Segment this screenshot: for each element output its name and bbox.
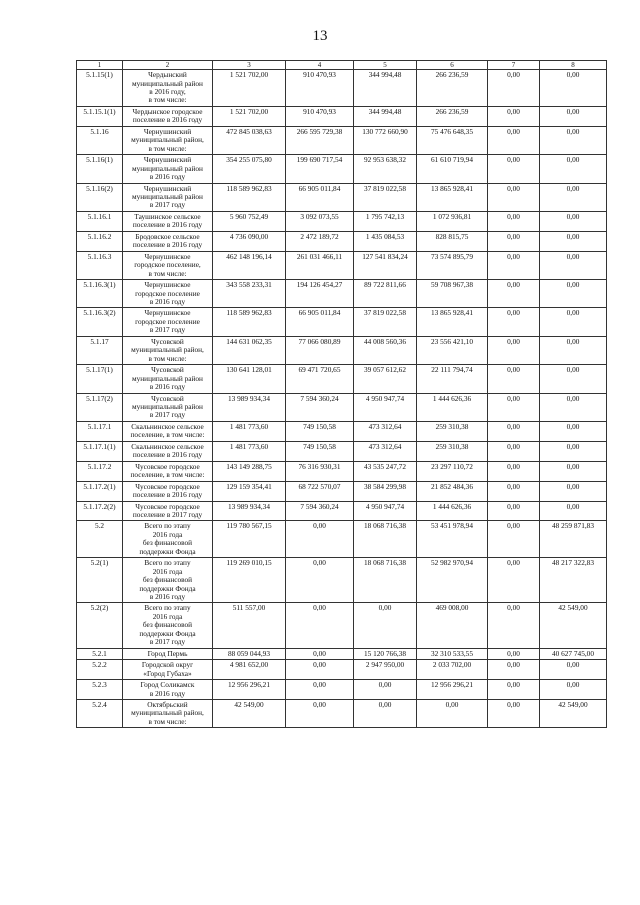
cell-col5: 0,00 xyxy=(354,603,417,648)
cell-col5: 43 535 247,72 xyxy=(354,461,417,481)
cell-col4: 749 150,58 xyxy=(286,441,354,461)
table-row xyxy=(77,501,607,521)
cell-col8: 48 217 322,83 xyxy=(540,558,607,603)
table-row xyxy=(77,308,607,336)
cell-col4: 749 150,58 xyxy=(286,421,354,441)
table-row xyxy=(77,393,607,421)
cell-col3: 5 960 752,49 xyxy=(213,211,286,231)
cell-col8: 0,00 xyxy=(540,393,607,421)
cell-col7: 0,00 xyxy=(488,70,540,107)
row-code: 5.1.17.2(1) xyxy=(77,481,123,501)
row-code: 5.1.17(1) xyxy=(77,365,123,393)
cell-col3: 129 159 354,41 xyxy=(213,481,286,501)
row-name: Бродовское сельское поселение в 2016 году xyxy=(123,231,213,251)
row-code: 5.1.15.1(1) xyxy=(77,106,123,126)
cell-col4: 910 470,93 xyxy=(286,70,354,107)
row-name: Чернушинский муниципальный район в 2016 году xyxy=(123,155,213,183)
cell-col4: 261 031 466,11 xyxy=(286,251,354,279)
cell-col5: 15 120 766,38 xyxy=(354,648,417,659)
cell-col7: 0,00 xyxy=(488,481,540,501)
cell-col6: 469 008,00 xyxy=(417,603,488,648)
table-row xyxy=(77,183,607,211)
cell-col7: 0,00 xyxy=(488,365,540,393)
cell-col7: 0,00 xyxy=(488,183,540,211)
cell-col7: 0,00 xyxy=(488,231,540,251)
row-name: Всего по этапу 2016 года без финансовой поддержки Фонда xyxy=(123,521,213,558)
table-row xyxy=(77,421,607,441)
row-name: Октябрьский муниципальный район, в том числе: xyxy=(123,700,213,728)
cell-col3: 1 521 702,00 xyxy=(213,106,286,126)
cell-col6: 53 451 978,94 xyxy=(417,521,488,558)
cell-col7: 0,00 xyxy=(488,441,540,461)
row-name: Городской округ «Город Губаха» xyxy=(123,660,213,680)
cell-col4: 194 126 454,27 xyxy=(286,280,354,308)
cell-col7: 0,00 xyxy=(488,251,540,279)
row-name: Город Пермь xyxy=(123,648,213,659)
row-name: Чернушинское городское поселение в 2017 году xyxy=(123,308,213,336)
row-name: Таушинское сельское поселение в 2016 году xyxy=(123,211,213,231)
cell-col7: 0,00 xyxy=(488,521,540,558)
cell-col3: 13 989 934,34 xyxy=(213,501,286,521)
row-name: Чусовской муниципальный район, в том числе: xyxy=(123,336,213,364)
column-header: 6 xyxy=(417,61,488,70)
cell-col5: 130 772 660,90 xyxy=(354,126,417,154)
cell-col4: 0,00 xyxy=(286,521,354,558)
row-code: 5.1.16(2) xyxy=(77,183,123,211)
table-row xyxy=(77,558,607,603)
row-name: Всего по этапу 2016 года без финансовой поддержки Фонда в 2016 году xyxy=(123,558,213,603)
cell-col8: 0,00 xyxy=(540,421,607,441)
cell-col3: 119 269 010,15 xyxy=(213,558,286,603)
cell-col5: 344 994,48 xyxy=(354,70,417,107)
row-code: 5.1.17(2) xyxy=(77,393,123,421)
cell-col4: 0,00 xyxy=(286,680,354,700)
table-row xyxy=(77,481,607,501)
cell-col5: 1 435 084,53 xyxy=(354,231,417,251)
funding-table xyxy=(76,60,607,728)
cell-col3: 119 780 567,15 xyxy=(213,521,286,558)
cell-col6: 59 708 967,38 xyxy=(417,280,488,308)
row-code: 5.1.16.3(2) xyxy=(77,308,123,336)
row-code: 5.1.17.2 xyxy=(77,461,123,481)
table-row xyxy=(77,211,607,231)
cell-col7: 0,00 xyxy=(488,648,540,659)
cell-col4: 0,00 xyxy=(286,648,354,659)
cell-col7: 0,00 xyxy=(488,155,540,183)
row-name: Чердынский муниципальный район в 2016 году, в том числе: xyxy=(123,70,213,107)
cell-col7: 0,00 xyxy=(488,558,540,603)
column-header: 2 xyxy=(123,61,213,70)
cell-col5: 473 312,64 xyxy=(354,421,417,441)
cell-col5: 4 950 947,74 xyxy=(354,393,417,421)
row-name: Скальнинское сельское поселение, в том числе: xyxy=(123,421,213,441)
row-name: Чернушинский муниципальный район в 2017 году xyxy=(123,183,213,211)
cell-col8: 42 549,00 xyxy=(540,603,607,648)
column-header: 8 xyxy=(540,61,607,70)
row-name: Чердынское городское поселение в 2016 году xyxy=(123,106,213,126)
column-header: 1 xyxy=(77,61,123,70)
cell-col8: 0,00 xyxy=(540,280,607,308)
table-row xyxy=(77,251,607,279)
cell-col4: 910 470,93 xyxy=(286,106,354,126)
cell-col7: 0,00 xyxy=(488,336,540,364)
cell-col5: 0,00 xyxy=(354,700,417,728)
cell-col3: 354 255 075,80 xyxy=(213,155,286,183)
cell-col6: 32 310 533,55 xyxy=(417,648,488,659)
row-name: Чусовское городское поселение в 2016 году xyxy=(123,481,213,501)
cell-col8: 0,00 xyxy=(540,660,607,680)
cell-col6: 1 444 626,36 xyxy=(417,393,488,421)
row-code: 5.2.1 xyxy=(77,648,123,659)
cell-col3: 88 059 044,93 xyxy=(213,648,286,659)
cell-col6: 2 033 702,00 xyxy=(417,660,488,680)
cell-col6: 1 444 626,36 xyxy=(417,501,488,521)
cell-col5: 37 819 022,58 xyxy=(354,308,417,336)
cell-col5: 18 068 716,38 xyxy=(354,558,417,603)
row-code: 5.1.17 xyxy=(77,336,123,364)
row-name: Чусовской муниципальный район в 2017 году xyxy=(123,393,213,421)
row-code: 5.1.16 xyxy=(77,126,123,154)
cell-col3: 511 557,00 xyxy=(213,603,286,648)
cell-col5: 89 722 811,66 xyxy=(354,280,417,308)
cell-col3: 12 956 296,21 xyxy=(213,680,286,700)
cell-col7: 0,00 xyxy=(488,680,540,700)
cell-col7: 0,00 xyxy=(488,211,540,231)
row-code: 5.1.17.1(1) xyxy=(77,441,123,461)
row-code: 5.2(1) xyxy=(77,558,123,603)
table-row xyxy=(77,461,607,481)
cell-col5: 2 947 950,00 xyxy=(354,660,417,680)
row-code: 5.2 xyxy=(77,521,123,558)
table-row xyxy=(77,280,607,308)
cell-col6: 52 982 970,94 xyxy=(417,558,488,603)
page-number: 13 xyxy=(312,28,328,44)
cell-col5: 39 057 612,62 xyxy=(354,365,417,393)
cell-col6: 22 111 794,74 xyxy=(417,365,488,393)
column-header: 5 xyxy=(354,61,417,70)
cell-col8: 0,00 xyxy=(540,501,607,521)
cell-col3: 1 481 773,60 xyxy=(213,441,286,461)
cell-col5: 38 584 299,98 xyxy=(354,481,417,501)
cell-col5: 44 008 560,36 xyxy=(354,336,417,364)
cell-col8: 0,00 xyxy=(540,481,607,501)
cell-col7: 0,00 xyxy=(488,126,540,154)
cell-col8: 0,00 xyxy=(540,251,607,279)
cell-col3: 42 549,00 xyxy=(213,700,286,728)
cell-col4: 0,00 xyxy=(286,558,354,603)
cell-col4: 69 471 720,65 xyxy=(286,365,354,393)
row-code: 5.2(2) xyxy=(77,603,123,648)
cell-col4: 76 316 930,31 xyxy=(286,461,354,481)
cell-col5: 4 950 947,74 xyxy=(354,501,417,521)
row-name: Всего по этапу 2016 года без финансовой поддержки Фонда в 2017 году xyxy=(123,603,213,648)
cell-col6: 0,00 xyxy=(417,700,488,728)
cell-col4: 66 905 011,84 xyxy=(286,308,354,336)
cell-col8: 0,00 xyxy=(540,441,607,461)
cell-col6: 21 852 484,36 xyxy=(417,481,488,501)
cell-col5: 92 953 638,32 xyxy=(354,155,417,183)
table-row xyxy=(77,660,607,680)
cell-col5: 37 819 022,58 xyxy=(354,183,417,211)
cell-col8: 0,00 xyxy=(540,126,607,154)
cell-col4: 266 595 729,38 xyxy=(286,126,354,154)
cell-col5: 473 312,64 xyxy=(354,441,417,461)
cell-col8: 0,00 xyxy=(540,183,607,211)
cell-col6: 75 476 648,35 xyxy=(417,126,488,154)
row-code: 5.1.16.2 xyxy=(77,231,123,251)
cell-col3: 130 641 128,01 xyxy=(213,365,286,393)
cell-col6: 73 574 895,79 xyxy=(417,251,488,279)
cell-col7: 0,00 xyxy=(488,501,540,521)
cell-col6: 266 236,59 xyxy=(417,106,488,126)
cell-col3: 4 981 652,00 xyxy=(213,660,286,680)
cell-col8: 0,00 xyxy=(540,231,607,251)
table-row xyxy=(77,700,607,728)
cell-col4: 66 905 011,84 xyxy=(286,183,354,211)
table-row xyxy=(77,648,607,659)
cell-col3: 13 989 934,34 xyxy=(213,393,286,421)
row-name: Город Соликамск в 2016 году xyxy=(123,680,213,700)
cell-col4: 3 092 073,55 xyxy=(286,211,354,231)
cell-col3: 472 845 038,63 xyxy=(213,126,286,154)
cell-col5: 1 795 742,13 xyxy=(354,211,417,231)
cell-col3: 144 631 062,35 xyxy=(213,336,286,364)
row-name: Чернушинское городское поселение в 2016 году xyxy=(123,280,213,308)
cell-col4: 0,00 xyxy=(286,660,354,680)
column-header: 3 xyxy=(213,61,286,70)
cell-col3: 462 148 196,14 xyxy=(213,251,286,279)
row-code: 5.2.3 xyxy=(77,680,123,700)
cell-col4: 7 594 360,24 xyxy=(286,501,354,521)
cell-col6: 1 072 936,81 xyxy=(417,211,488,231)
cell-col3: 1 521 702,00 xyxy=(213,70,286,107)
cell-col4: 0,00 xyxy=(286,700,354,728)
row-name: Скальнинское сельское поселение в 2016 году xyxy=(123,441,213,461)
row-code: 5.2.4 xyxy=(77,700,123,728)
cell-col3: 118 589 962,83 xyxy=(213,183,286,211)
cell-col4: 7 594 360,24 xyxy=(286,393,354,421)
table-row xyxy=(77,441,607,461)
cell-col4: 2 472 189,72 xyxy=(286,231,354,251)
cell-col3: 143 149 288,75 xyxy=(213,461,286,481)
cell-col7: 0,00 xyxy=(488,280,540,308)
cell-col6: 266 236,59 xyxy=(417,70,488,107)
row-code: 5.1.16.1 xyxy=(77,211,123,231)
cell-col7: 0,00 xyxy=(488,660,540,680)
table-row xyxy=(77,126,607,154)
cell-col4: 199 690 717,54 xyxy=(286,155,354,183)
row-code: 5.1.17.2(2) xyxy=(77,501,123,521)
row-name: Чусовское городское поселение, в том числе: xyxy=(123,461,213,481)
cell-col8: 0,00 xyxy=(540,308,607,336)
row-name: Чернушинское городское поселение, в том числе: xyxy=(123,251,213,279)
cell-col8: 40 627 745,00 xyxy=(540,648,607,659)
cell-col7: 0,00 xyxy=(488,106,540,126)
cell-col3: 4 736 090,00 xyxy=(213,231,286,251)
cell-col8: 0,00 xyxy=(540,461,607,481)
cell-col4: 0,00 xyxy=(286,603,354,648)
cell-col8: 0,00 xyxy=(540,680,607,700)
cell-col6: 828 815,75 xyxy=(417,231,488,251)
table-row xyxy=(77,70,607,107)
cell-col8: 48 259 871,83 xyxy=(540,521,607,558)
table-row xyxy=(77,336,607,364)
cell-col6: 259 310,38 xyxy=(417,421,488,441)
cell-col7: 0,00 xyxy=(488,603,540,648)
table-row xyxy=(77,365,607,393)
cell-col5: 0,00 xyxy=(354,680,417,700)
table-row xyxy=(77,521,607,558)
cell-col7: 0,00 xyxy=(488,308,540,336)
cell-col8: 0,00 xyxy=(540,106,607,126)
cell-col8: 0,00 xyxy=(540,155,607,183)
table-row xyxy=(77,603,607,648)
cell-col3: 118 589 962,83 xyxy=(213,308,286,336)
column-header: 4 xyxy=(286,61,354,70)
cell-col7: 0,00 xyxy=(488,421,540,441)
cell-col7: 0,00 xyxy=(488,700,540,728)
row-name: Чусовской муниципальный район в 2016 году xyxy=(123,365,213,393)
cell-col3: 343 558 233,31 xyxy=(213,280,286,308)
cell-col6: 13 865 928,41 xyxy=(417,183,488,211)
cell-col5: 344 994,48 xyxy=(354,106,417,126)
table-row xyxy=(77,680,607,700)
cell-col7: 0,00 xyxy=(488,393,540,421)
row-code: 5.1.17.1 xyxy=(77,421,123,441)
row-code: 5.1.15(1) xyxy=(77,70,123,107)
table-row xyxy=(77,106,607,126)
cell-col7: 0,00 xyxy=(488,461,540,481)
cell-col5: 127 541 834,24 xyxy=(354,251,417,279)
cell-col6: 12 956 296,21 xyxy=(417,680,488,700)
row-code: 5.1.16(1) xyxy=(77,155,123,183)
cell-col6: 259 310,38 xyxy=(417,441,488,461)
cell-col5: 18 068 716,38 xyxy=(354,521,417,558)
cell-col8: 0,00 xyxy=(540,336,607,364)
cell-col4: 77 066 080,89 xyxy=(286,336,354,364)
cell-col4: 68 722 570,07 xyxy=(286,481,354,501)
table-row xyxy=(77,155,607,183)
cell-col6: 23 297 110,72 xyxy=(417,461,488,481)
row-code: 5.2.2 xyxy=(77,660,123,680)
cell-col8: 42 549,00 xyxy=(540,700,607,728)
cell-col6: 23 556 421,10 xyxy=(417,336,488,364)
row-name: Чусовское городское поселение в 2017 году xyxy=(123,501,213,521)
row-code: 5.1.16.3 xyxy=(77,251,123,279)
cell-col8: 0,00 xyxy=(540,365,607,393)
cell-col6: 13 865 928,41 xyxy=(417,308,488,336)
table-row xyxy=(77,231,607,251)
cell-col8: 0,00 xyxy=(540,70,607,107)
cell-col6: 61 610 719,94 xyxy=(417,155,488,183)
cell-col3: 1 481 773,60 xyxy=(213,421,286,441)
row-code: 5.1.16.3(1) xyxy=(77,280,123,308)
cell-col8: 0,00 xyxy=(540,211,607,231)
table-header-row xyxy=(77,61,607,70)
row-name: Чернушинский муниципальный район, в том числе: xyxy=(123,126,213,154)
column-header: 7 xyxy=(488,61,540,70)
